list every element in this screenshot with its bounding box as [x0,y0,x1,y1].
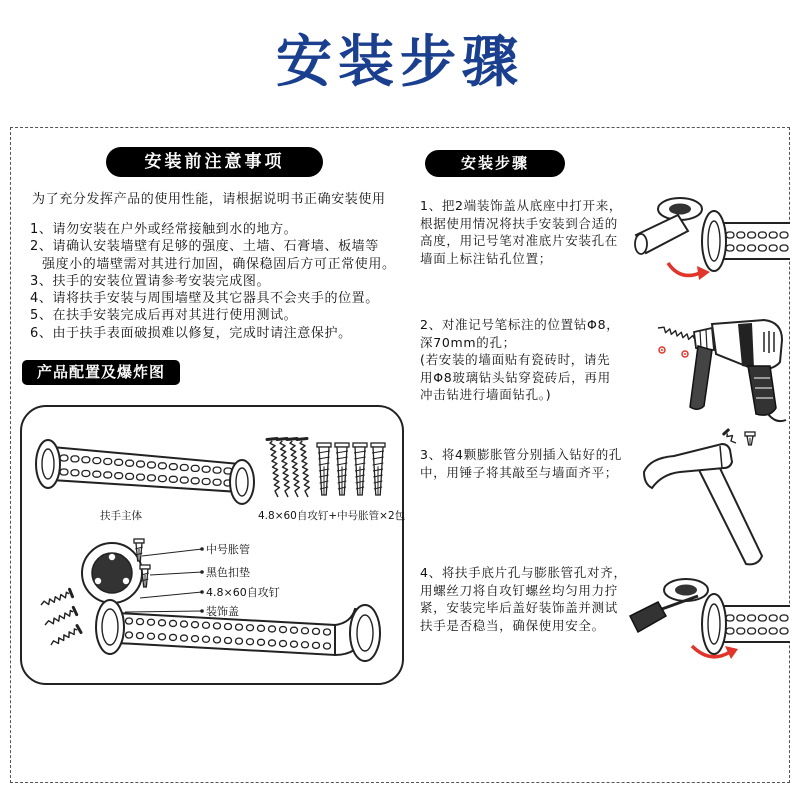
product-body-label: 扶手主体 [100,510,142,522]
grip-slot [758,615,766,621]
grip-slot [780,615,788,621]
step-1-line: 高度，用记号笔对准底片安装孔在 [420,233,619,248]
hammer-icon [640,428,785,568]
notes-item-3: 3、扶手的安装位置请参考安装完成图。 [30,273,271,289]
grip-slot [758,232,766,238]
screw-head [724,430,728,434]
grip-slot [191,478,199,484]
mount-hole [123,578,129,584]
screw-thread [41,592,69,605]
grip-slot [158,476,166,482]
grip-slot [191,465,199,471]
grip-slot [313,628,320,634]
grip-slot [758,628,766,634]
step-3-text [420,446,622,481]
mount-hole [95,578,101,584]
step-3-line: 中，用锤子将其敲至与墙面齐平； [420,464,619,480]
screw-thread [45,611,73,625]
drill-cord [768,414,786,421]
screw-head [77,626,81,633]
grip-slot [170,634,177,640]
grip-slot [258,625,265,631]
grip-slot [93,458,101,464]
bar-tube [52,447,240,492]
grip-slot [769,245,777,251]
grip-slot [93,471,101,477]
grip-slot [737,615,745,621]
part-label-screw: 4.8×60自攻钉 [206,586,280,599]
step-2-line: 深70mm的孔； [420,334,516,350]
leader-dot [200,547,204,551]
grip-slot [726,232,734,238]
grip-slot [269,626,276,632]
mark-dot [661,349,663,351]
grip-slot [758,245,766,251]
grip-slot [748,615,756,621]
notes-item-4: 4、请将扶手安装与周围墙壁及其它器具不会夹手的位置。 [30,291,379,307]
grip-slot [148,633,155,639]
drill-side-handle [690,346,712,409]
grip-slot [780,628,788,634]
step-1-line: 墙面上标注钻孔位置； [420,250,553,266]
grip-slot [202,466,210,472]
grip-slot [203,622,210,628]
grip-slot [214,637,221,643]
notes-item-1: 1、请勿安装在户外或经常接触到水的地方。 [30,222,298,237]
grip-slot [291,641,298,647]
step-1-line: 1、把2端装饰盖从底座中打开来， [420,198,623,213]
grip-slot [60,469,68,475]
notes-list [30,221,396,342]
mount-hole [109,554,115,560]
mount-plate-center [675,585,697,596]
grip-slot [225,638,232,644]
grip-slot [748,628,756,634]
bar-tube [720,223,790,259]
screw-head [70,589,73,596]
step-4-line: 用螺丝刀将自攻钉螺丝均匀用力拧 [420,582,619,598]
grip-slot [137,619,144,625]
drill-icon [652,312,790,424]
step-4-line: 4、将扶手底片孔与膨胀管孔对齐， [420,565,627,580]
grip-slot [60,455,68,461]
steps-heading: 安装步骤 [425,150,565,177]
screw-thread [658,327,694,339]
notes-heading: 安装前注意事项 [106,147,323,177]
grip-slot [202,479,210,485]
step-3-line: 3、将4颗膨胀管分别插入钻好的孔 [420,447,623,462]
grip-slot [180,477,188,483]
grip-slot [748,245,756,251]
part-label-pad: 黑色扣垫 [206,566,250,579]
grip-slot [236,624,243,630]
grip-slot [181,635,188,641]
grip-slot [225,624,232,630]
grip-slot [169,464,177,470]
step-2-line: 冲击钻进行墙面钻孔。) [420,387,552,402]
grip-slot [158,463,166,469]
grip-slot [302,628,309,634]
part-label-anchor: 中号胀管 [206,543,250,556]
grip-slot [71,456,79,462]
leader-dot [200,609,204,613]
grip-slot [769,615,777,621]
drill-handle [748,366,776,415]
step-4-line: 紧，安装完毕后盖好装饰盖并测试 [420,600,619,615]
hammer-handle [696,460,762,564]
drill-bit [658,327,694,339]
grip-slot [71,470,79,476]
grip-slot [737,245,745,251]
small-parts [724,430,755,445]
grip-slot [247,639,254,645]
screw-head [73,607,76,614]
notes-item-2-cont: 强度小的墙壁需对其进行加固，确保稳固后方可正常使用。 [42,256,396,272]
grip-slot [115,473,123,479]
grip-slot [324,643,331,649]
grip-slot [104,458,112,464]
screw-head [277,438,287,439]
grip-slot [280,627,287,633]
part-label-cover: 装饰盖 [206,605,239,618]
screw-thread [290,441,299,497]
product-heading: 产品配置及爆炸图 [22,360,180,385]
screwdriver-icon [628,576,790,670]
screw-thread [727,433,736,443]
mount-plate-center [669,204,691,215]
grip-slot [170,620,177,626]
grip-slot [180,465,188,471]
decorative-cover-ring [102,609,118,645]
grip-slot [159,620,166,626]
screw-head [297,438,307,439]
leader-dots [200,547,204,613]
grip-slot [203,636,210,642]
grip-slot [313,642,320,648]
grip-slot [137,474,145,480]
grip-slot [269,640,276,646]
screw-thread [300,441,309,497]
grip-slot [780,245,788,251]
grip-slot [82,457,90,463]
right-mount-ring [357,615,373,651]
grip-slot [291,627,298,633]
leader-dot [200,590,204,594]
grip-slot [192,622,199,628]
grip-slot [280,641,287,647]
grip-slot [126,632,133,638]
grip-slot [780,232,788,238]
step-2-line: 用Φ8玻璃钻头钻穿瓷砖后，再用 [420,369,611,385]
grip-slot [726,628,734,634]
drill-mark-icon [659,347,688,357]
grip-slot [247,625,254,631]
grip-slot [214,623,221,629]
screw-head [267,438,277,439]
leader-line [142,549,202,556]
screwdriver-handle [630,602,666,632]
grip-slot [148,619,155,625]
grip-slot [159,634,166,640]
grip-slot [726,245,734,251]
bar-tube [720,606,790,642]
notes-item-6: 6、由于扶手表面破损难以修复，完成时请注意保护。 [30,325,352,341]
screw-thread [270,441,279,497]
grip-slot [236,638,243,644]
notes-item-5: 5、在扶手安装完成后再对其进行使用测试。 [30,308,298,324]
grip-slot [137,633,144,639]
wall-marking-icon [628,193,790,288]
grip-slot [737,628,745,634]
notes-intro: 为了充分发挥产品的使用性能，请根据说明书正确安装使用 [32,192,386,207]
grip-slot [126,460,134,466]
leader-dot [200,570,204,574]
grip-slot [726,615,734,621]
drill-chuck [694,328,714,350]
screw-thread [51,629,77,645]
screw-thread [280,441,289,497]
step-4-line: 扶手是否稳当，确保使用安全。 [420,617,605,633]
red-arrow-icon [668,263,710,280]
right-mount-ring [236,468,248,496]
grip-slot [213,467,221,473]
leader-line [140,592,202,598]
marker-pen-end [635,234,647,254]
grab-bar-icon [30,432,265,507]
arrow-curve [668,263,700,275]
grip-slot [324,629,331,635]
grip-slot [302,642,309,648]
screw-group [41,589,81,645]
step-2-text [420,316,619,404]
decorative-cover-ring [708,604,720,644]
mark-dot [684,353,686,355]
grip-slot [126,473,134,479]
grip-slot [115,459,123,465]
grip-slot [213,479,221,485]
grip-slot [137,461,145,467]
decorative-cover-ring [708,221,720,261]
grip-slot [104,472,112,478]
grip-slot [169,476,177,482]
grip-slot [126,618,133,624]
grip-slot [82,470,90,476]
grip-slot [147,475,155,481]
anchor-group [317,443,385,495]
leader-line [150,572,202,575]
step-1-line: 根据使用情况将扶手安装到合适的 [420,215,619,231]
grip-slot [192,636,199,642]
product-kit-label: 4.8×60自攻钉+中号胀管×2包 [258,510,406,522]
step-4-text [420,564,627,634]
grip-slot [769,232,777,238]
grip-slot [147,462,155,468]
page-title: 安装步骤 [276,30,524,95]
grip-slot [258,639,265,645]
screw-group [267,438,309,497]
step-1-text [420,197,622,267]
grip-slot [737,232,745,238]
step-2-line: (若安装的墙面贴有瓷砖时，请先 [420,352,611,367]
left-mount-ring [42,449,54,479]
notes-item-2: 2、请确认安装墙壁有足够的强度、土墙、石膏墙、板墙等 [30,239,379,255]
screw-head [287,438,297,439]
step-2-line: 2、对准记号笔标注的位置钻Φ8， [420,317,620,332]
leader-line [125,611,202,612]
screw-kit-icon [262,433,402,505]
grip-slot [748,232,756,238]
grip-slot [181,621,188,627]
grip-slot [769,628,777,634]
